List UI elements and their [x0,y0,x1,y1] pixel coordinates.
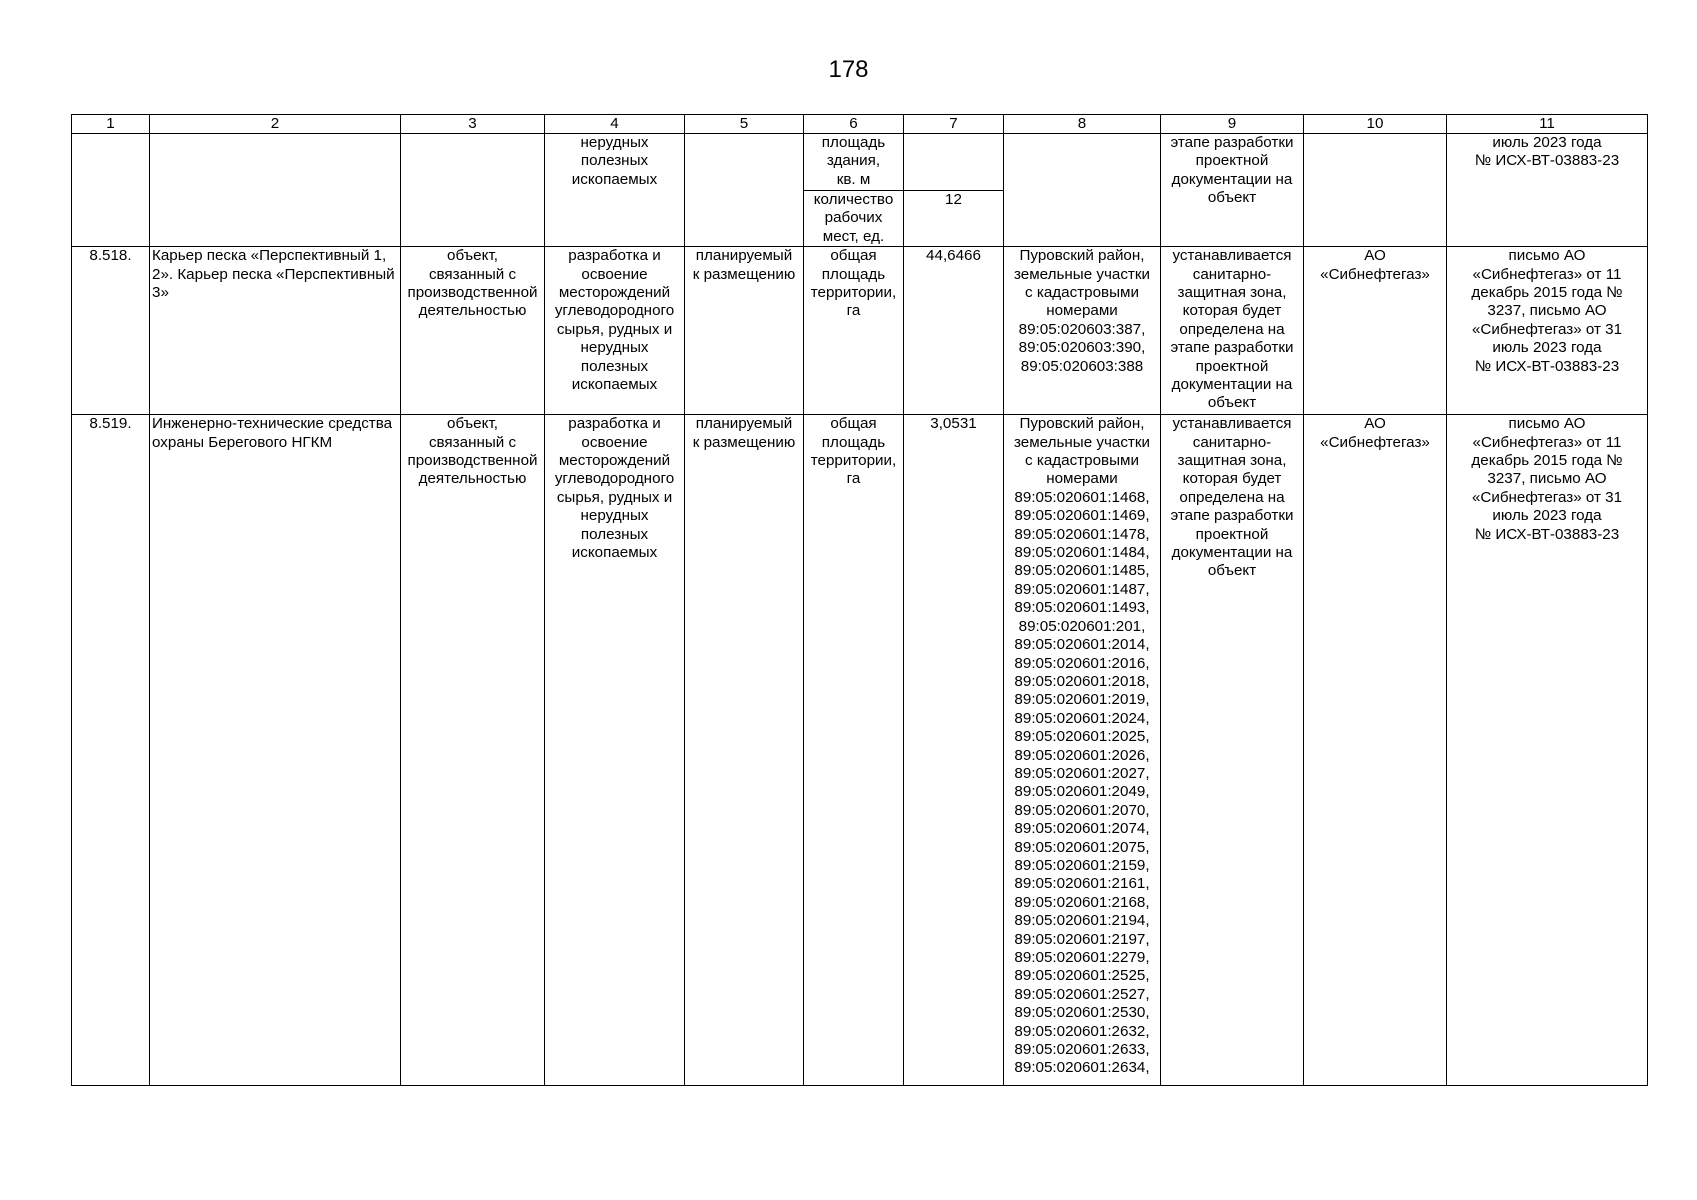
column-header: 11 [1447,115,1648,134]
purpose-cell: нерудных полезных ископаемых [545,134,685,247]
table-cell [685,134,804,247]
source-cell: июль 2023 года № ИСХ-ВТ-03883-23 [1447,134,1648,247]
column-header: 4 [545,115,685,134]
object-source: письмо АО «Сибнефтегаз» от 11 декабрь 2015 года № 3237, письмо АО «Сибнефтегаз» от 31 июль 2023 года № ИСХ-ВТ-03883-23 [1447,415,1648,1086]
column-header: 5 [685,115,804,134]
page-number: 178 [828,56,869,83]
table-cell [1004,134,1161,247]
value-cell [904,134,1004,191]
object-status: планируемый к размещению [685,415,804,1086]
object-source: письмо АО «Сибнефтегаз» от 11 декабрь 2015 года № 3237, письмо АО «Сибнефтегаз» от 31 июль 2023 года № ИСХ-ВТ-03883-23 [1447,247,1648,415]
object-type: объект, связанный с производственной деятельностью [401,247,545,415]
column-header: 9 [1161,115,1304,134]
table-row [72,415,1648,1086]
column-header: 7 [904,115,1004,134]
object-zone: устанавливается санитарно- защитная зона, которая будет определена на этапе разработки проектной документации на объект [1161,415,1304,1086]
column-header: 2 [150,115,401,134]
row-number: 8.518. [72,247,150,415]
continuation-row [72,134,1648,191]
object-owner: АО «Сибнефтегаз» [1304,415,1447,1086]
object-purpose: разработка и освоение месторождений углеводородного сырья, рудных и нерудных полезных ископаемых [545,247,685,415]
object-zone: устанавливается санитарно- защитная зона, которая будет определена на этапе разработки проектной документации на объект [1161,247,1304,415]
object-parameter: общая площадь территории, га [804,247,904,415]
object-location: Пуровский район, земельные участки с кадастровыми номерами 89:05:020603:387, 89:05:020603:390, 89:05:020603:388 [1004,247,1161,415]
object-purpose: разработка и освоение месторождений углеводородного сырья, рудных и нерудных полезных ископаемых [545,415,685,1086]
object-type: объект, связанный с производственной деятельностью [401,415,545,1086]
table-cell [1304,134,1447,247]
table-cell [401,134,545,247]
column-header: 1 [72,115,150,134]
parameter-cell: площадь здания, кв. м [804,134,904,191]
object-name: Карьер песка «Перспективный 1, 2». Карьер песка «Перспективный 3» [150,247,401,415]
object-status: планируемый к размещению [685,247,804,415]
column-number-row [72,115,1648,134]
table-cell [72,134,150,247]
parameter-cell: количество рабочих мест, ед. [804,191,904,247]
object-value: 3,0531 [904,415,1004,1086]
value-cell: 12 [904,191,1004,247]
column-header: 6 [804,115,904,134]
zone-cell: этапе разработки проектной документации на объект [1161,134,1304,247]
object-owner: АО «Сибнефтегаз» [1304,247,1447,415]
column-header: 8 [1004,115,1161,134]
table-row [72,247,1648,415]
object-value: 44,6466 [904,247,1004,415]
object-name: Инженерно-технические средства охраны Берегового НГКМ [150,415,401,1086]
column-header: 3 [401,115,545,134]
object-location: Пуровский район, земельные участки с кадастровыми номерами 89:05:020601:1468, 89:05:020601:1469, 89:05:020601:1478, 89:05:020601:1484, 89:05:020601:1485, 89:05:020601:1487, 89:05:020601:1493, 89:05:020601:201, 89:05:020601:2014, 89:05:020601:2016, 89:05:020601:2018, 89:05:020601:2019, 89:05:020601:2024, 89:05:020601:2025, 89:05:020601:2026, 89:05:020601:2027, 89:05:020601:2049, 89:05:020601:2070, 89:05:020601:2074, 89:05:020601:2075, 89:05:020601:2159, 89:05:020601:2161, 89:05:020601:2168, 89:05:020601:2194, 89:05:020601:2197, 89:05:020601:2279, 89:05:020601:2525, 89:05:020601:2527, 89:05:020601:2530, 89:05:020601:2632, 89:05:020601:2633, 89:05:020601:2634, [1004,415,1161,1086]
row-number: 8.519. [72,415,150,1086]
object-parameter: общая площадь территории, га [804,415,904,1086]
column-header: 10 [1304,115,1447,134]
table-cell [150,134,401,247]
objects-table [71,114,1648,1086]
